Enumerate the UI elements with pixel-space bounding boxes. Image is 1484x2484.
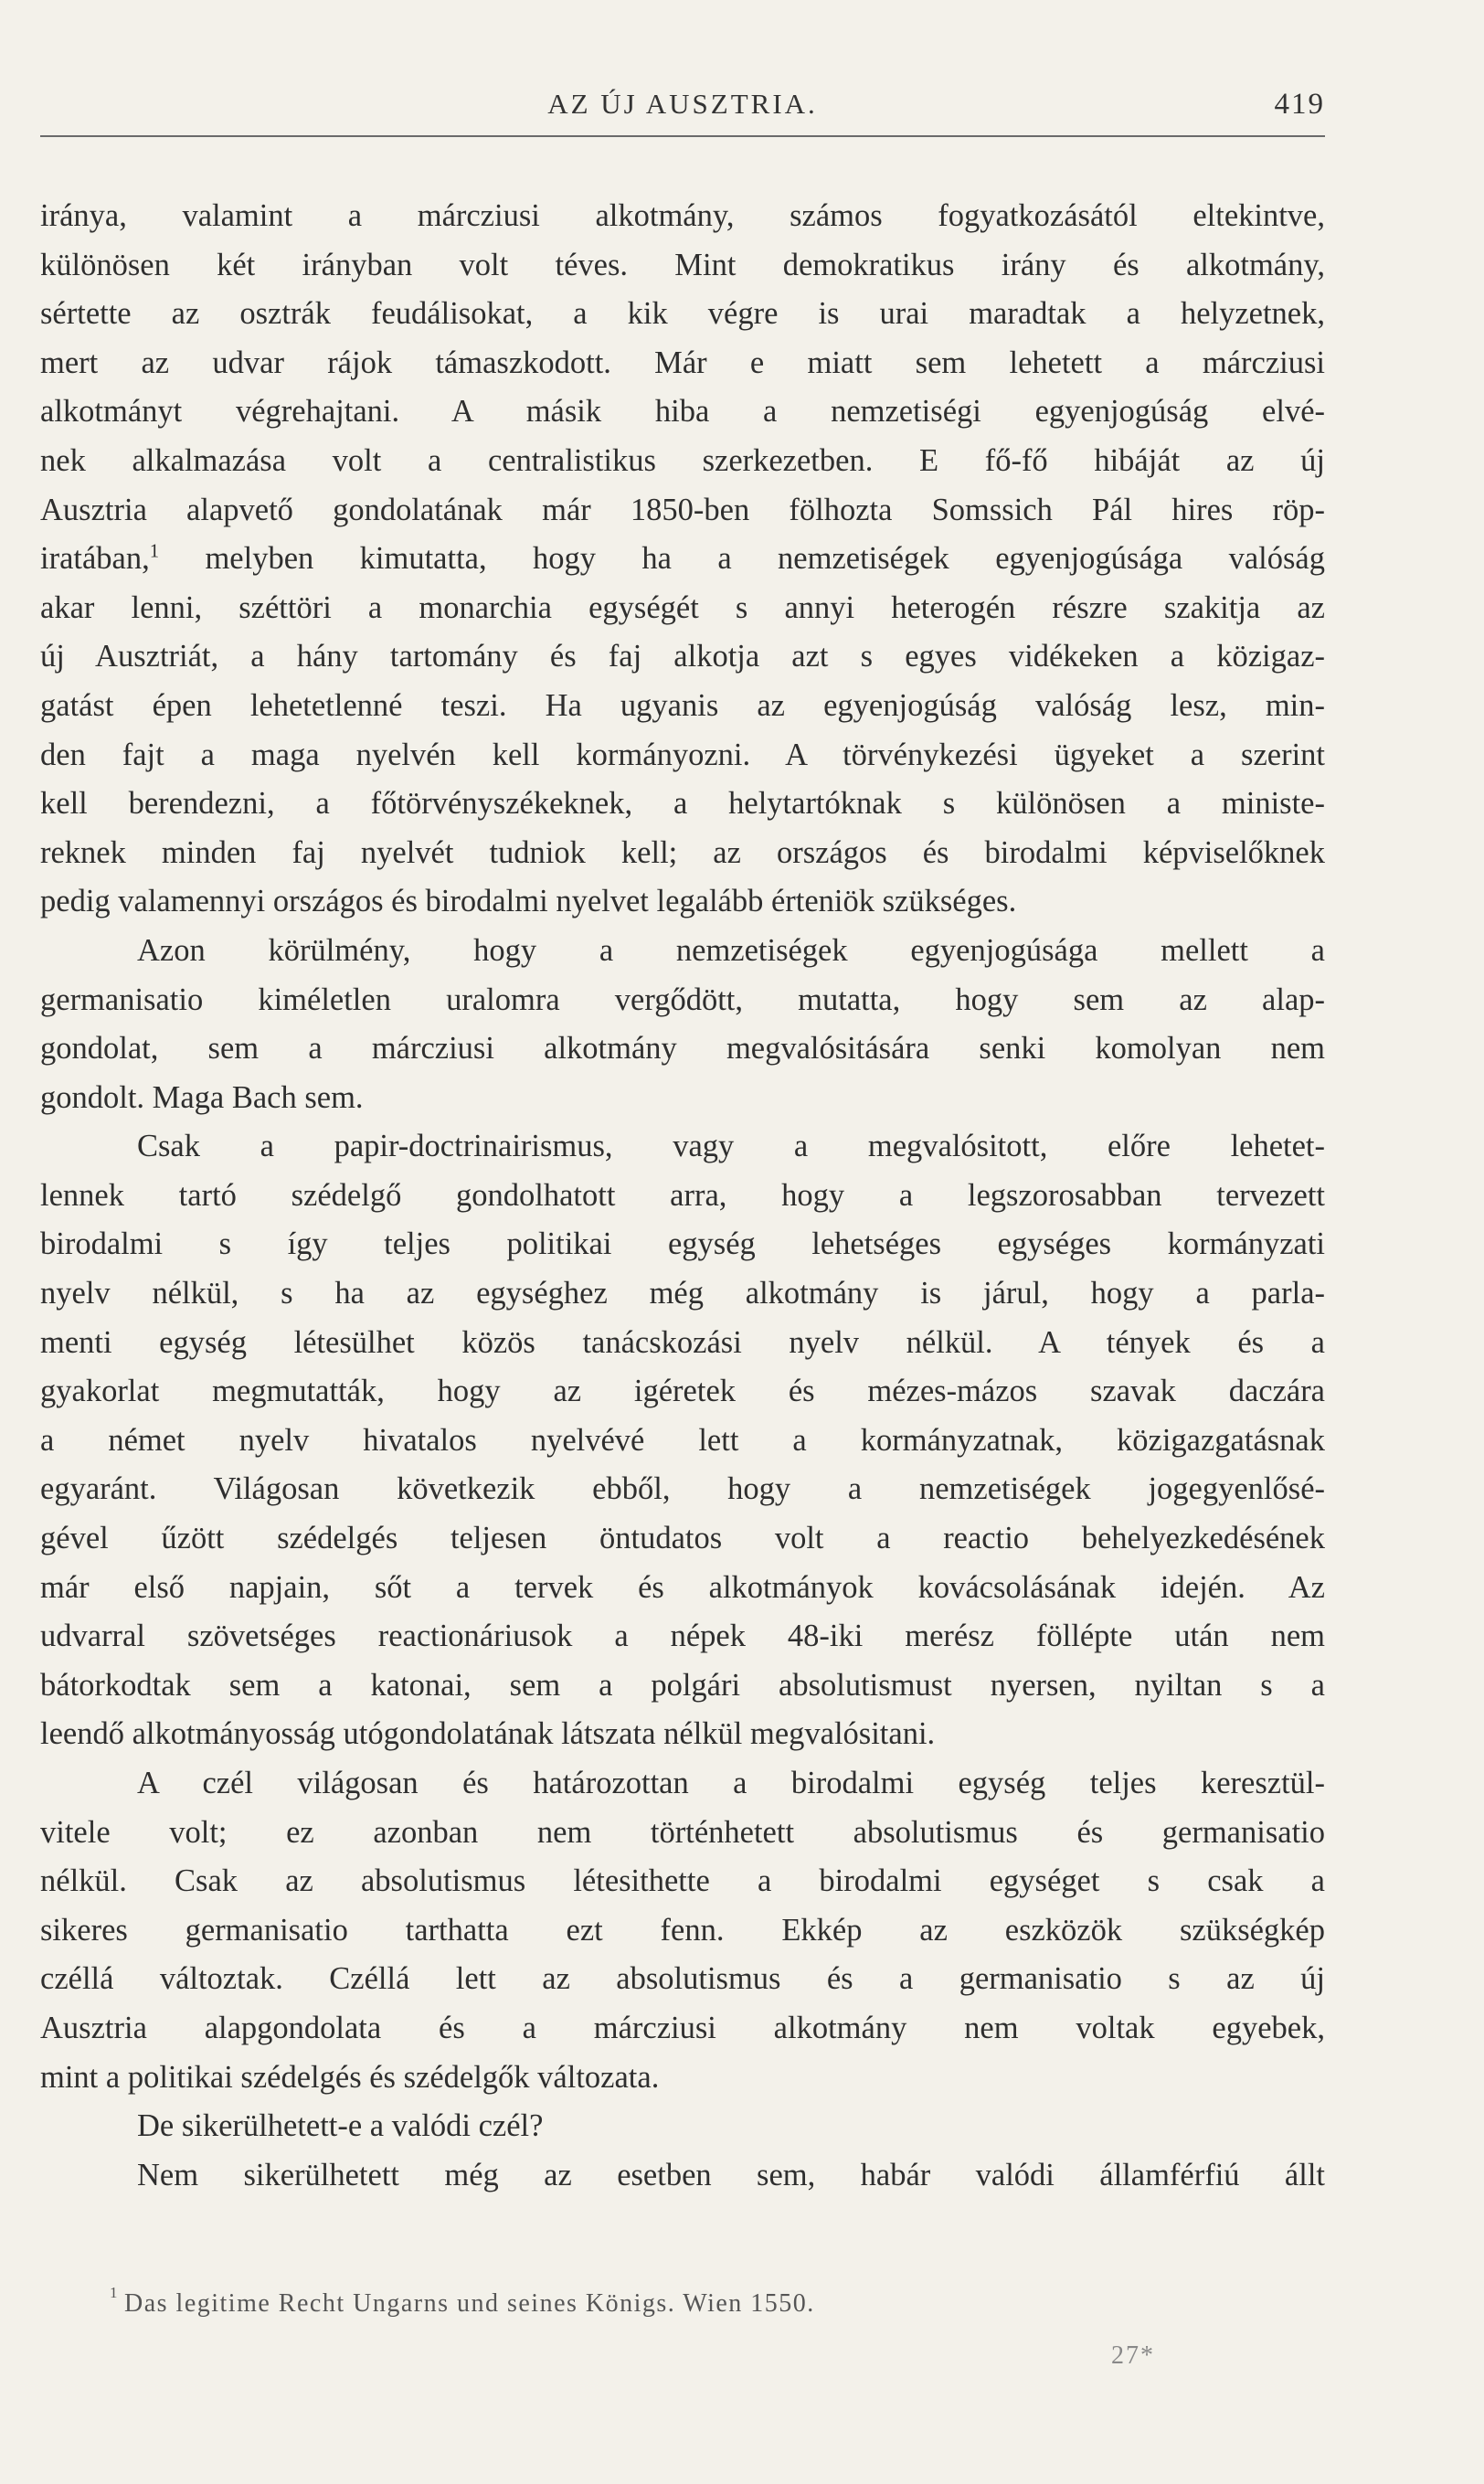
page-header [40, 88, 1325, 133]
text-line: akar lenni, széttöri a monarchia egységét s annyi heterogén részre szakitja az [40, 589, 1325, 625]
text-line: Csak a papir-doctrinairismus, vagy a megvalósitott, előre lehetet- [137, 1129, 1325, 1164]
running-title: AZ ÚJ AUSZTRIA. [547, 88, 818, 120]
text-line: De sikerülhetett-e a valódi czél? [137, 2108, 544, 2144]
text-line: A czél világosan és határozottan a birodalmi egység teljes keresztül- [137, 1766, 1325, 1800]
text-line: udvarral szövetséges reactionáriusok a népek 48-iki merész föllépte után nem [40, 1619, 1325, 1654]
text-line: már első napjain, sőt a tervek és alkotmányok kovácsolásának idején. Az [40, 1569, 1325, 1605]
text-line: nek alkalmazása volt a centralistikus szerkezetben. E fő-fő hibáját az új [40, 442, 1325, 478]
text-line: alkotmányt végrehajtani. A másik hiba a nemzetiségi egyenjogúság elvé- [40, 394, 1325, 430]
footnote [110, 2284, 1221, 2319]
text-line: iránya, valamint a márcziusi alkotmány, számos fogyatkozásától eltekintve, [40, 198, 1325, 233]
text-fragment: melyben kimutatta, hogy ha a nemzetiségek egyenjogúsága valóság [159, 541, 1325, 577]
text-line: menti egység létesülhet közös tanácskozási nyelv nélkül. A tények és a [40, 1324, 1325, 1360]
footnote-marker: 1 [110, 2284, 119, 2301]
text-line: lennek tartó szédelgő gondolhatott arra, hogy a legszorosabban tervezett [40, 1177, 1325, 1213]
text-line: bátorkodtak sem a katonai, sem a polgári absolutismust nyersen, nyiltan s a [40, 1667, 1325, 1703]
text-line: den fajt a maga nyelvén kell kormányozni. A törvénykezési ügyeket a szerint [40, 737, 1325, 772]
text-line: Ausztria alapgondolata és a márcziusi alkotmány nem voltak egyebek, [40, 2010, 1325, 2045]
text-line: új Ausztriát, a hány tartomány és faj alkotja azt s egyes vidékeken a közigaz- [40, 639, 1325, 674]
signature-mark: 27* [1111, 2341, 1155, 2370]
text-line: különösen két irányban volt téves. Mint demokratikus irány és alkotmány, [40, 247, 1325, 282]
text-line-with-footnote [40, 535, 1325, 584]
text-line: Ausztria alapvető gondolatának már 1850-ben fölhozta Somssich Pál hires röp- [40, 492, 1325, 527]
text-line: nyelv nélkül, s ha az egységhez még alkotmány is járul, hogy a parla- [40, 1276, 1325, 1311]
text-line: egyaránt. Világosan következik ebből, hogy a nemzetiségek jogegyenlősé- [40, 1471, 1325, 1507]
text-line: czéllá változtak. Czéllá lett az absolutismus és a germanisatio s az új [40, 1961, 1325, 1997]
text-line: leendő alkotmányosság utógondolatának látszata nélkül megvalósitani. [40, 1716, 936, 1752]
text-line: vitele volt; ez azonban nem történhetett absolutismus és germanisatio [40, 1814, 1325, 1850]
text-line: birodalmi s így teljes politikai egység lehetséges egységes kormányzati [40, 1226, 1325, 1262]
text-line: gatást épen lehetetlenné teszi. Ha ugyanis az egyenjogúság valóság lesz, min- [40, 687, 1325, 723]
text-line: gyakorlat megmutatták, hogy az igéretek és mézes-mázos szavak daczára [40, 1374, 1325, 1409]
text-line: a német nyelv hivatalos nyelvévé lett a kormányzatnak, közigazgatásnak [40, 1422, 1325, 1458]
footnote-reference: 1 [149, 541, 160, 562]
text-line: kell berendezni, a főtörvényszékeknek, a helytartóknak s különösen a ministe- [40, 786, 1325, 822]
page-number: 419 [1274, 88, 1325, 121]
text-line: sértette az osztrák feudálisokat, a kik végre is urai maradtak a helyzetnek, [40, 296, 1325, 332]
text-line: mint a politikai szédelgés és szédelgők változata. [40, 2059, 660, 2095]
text-line: reknek minden faj nyelvét tudniok kell; az országos és birodalmi képviselőknek [40, 834, 1325, 870]
text-line: mert az udvar rájok támaszkodott. Már e miatt sem lehetett a márcziusi [40, 345, 1325, 380]
header-rule [40, 135, 1325, 137]
text-line: gondolt. Maga Bach sem. [40, 1079, 364, 1115]
body-text [40, 192, 1325, 2200]
text-fragment: iratában, [40, 541, 150, 577]
text-line: sikeres germanisatio tarthatta ezt fenn. Ekkép az eszközök szükségkép [40, 1912, 1325, 1948]
text-line: gével űzött szédelgés teljesen öntudatos volt a reactio behelyezkedésének [40, 1521, 1325, 1556]
text-line: nélkül. Csak az absolutismus létesithette a birodalmi egységet s csak a [40, 1863, 1325, 1899]
text-line: gondolat, sem a márcziusi alkotmány megvalósitására senki komolyan nem [40, 1031, 1325, 1067]
text-line: Nem sikerülhetett még az esetben sem, habár valódi államférfiú állt [137, 2157, 1325, 2192]
text-line: pedig valamennyi országos és birodalmi nyelvet legalább érteniök szükséges. [40, 884, 1017, 919]
footnote-text: Das legitime Recht Ungarns und seines Königs. Wien 1550. [124, 2289, 815, 2318]
text-line: Azon körülmény, hogy a nemzetiségek egyenjogúsága mellett a [137, 932, 1325, 968]
text-line: germanisatio kiméletlen uralomra vergődött, mutatta, hogy sem az alap- [40, 982, 1325, 1017]
